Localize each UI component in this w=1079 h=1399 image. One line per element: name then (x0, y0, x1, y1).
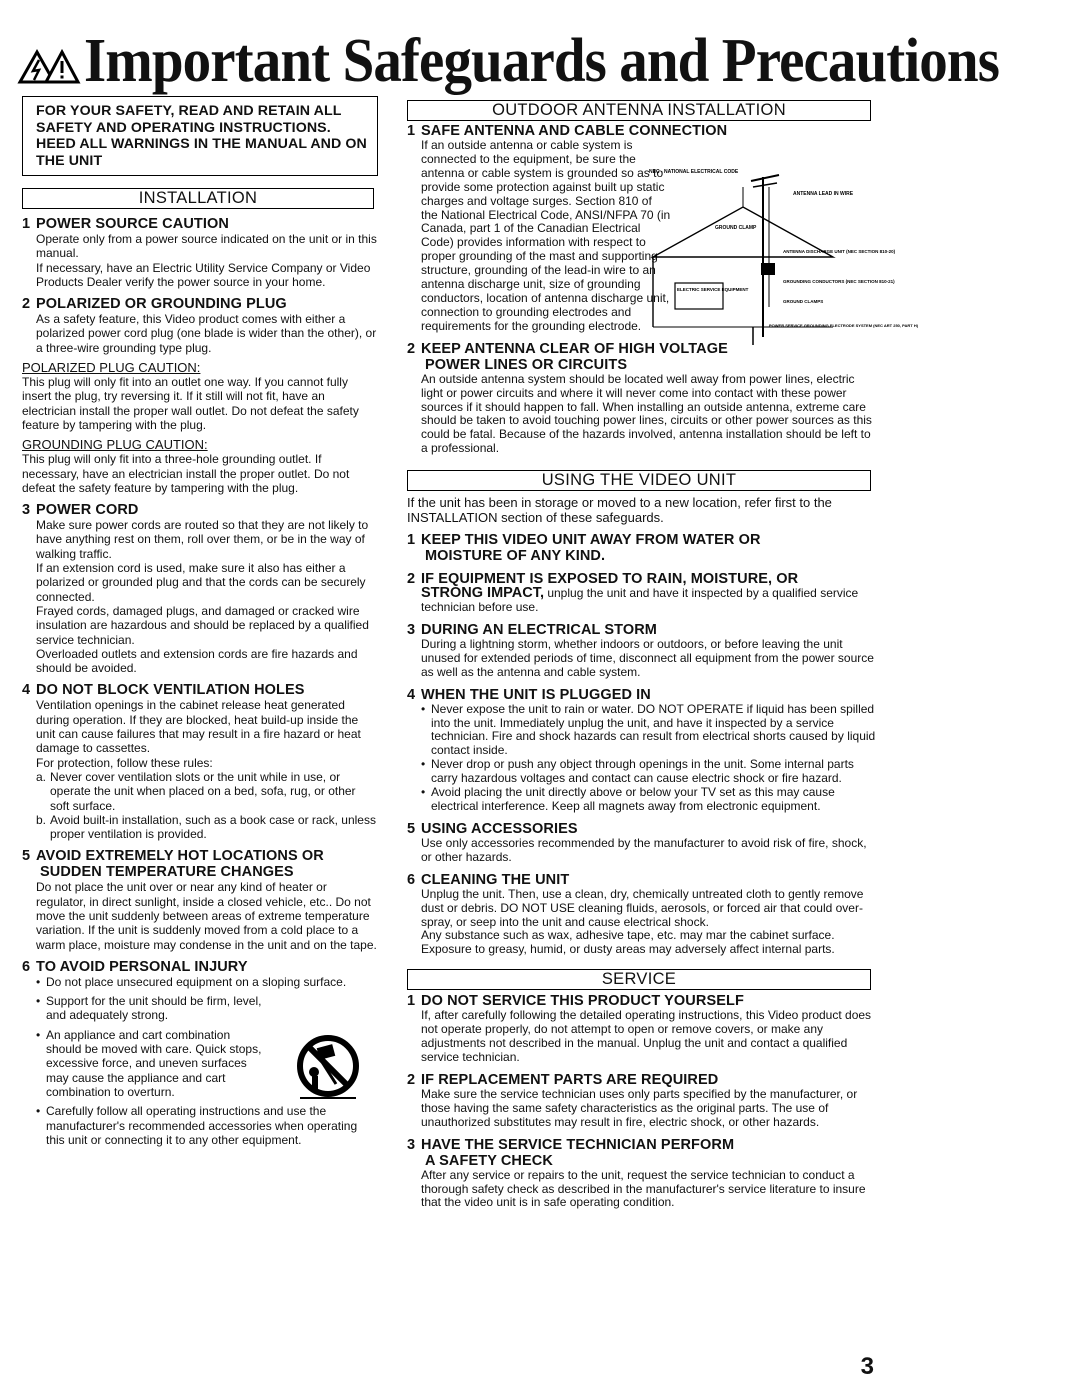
item-title: 2 IF REPLACEMENT PARTS ARE REQUIRED (407, 1071, 719, 1088)
fig-label-electric-service: ELECTRIC SERVICE EQUIPMENT (677, 287, 749, 292)
cart-warning-block (36, 1028, 378, 1099)
item-body: If an outside antenna or cable system is connected to the equipment, be sure the antenna or cable system is grounded so as to provide some protection against built up static charges and voltage surges. Section 810 of the National Electrical Code, ANSI/NFPA 70 (in Canada, part 1 of the Canadian Electrical Code) provides information with respect to proper grounding of the mast and supporting structure, grounding of the lead-in wire to an antenna discharge unit, size of grounding conductors, location of antenna discharge unit, connection to grounding electrodes and requirements for the grounding electrode. (407, 139, 877, 334)
fig-label-ground-clamps: GROUND CLAMPS (783, 299, 824, 304)
item-body: Do not place the unit over or near any kind of heater or regulator, in direct sunlight, inside a closed vehicle, etc.. Do not move the unit suddenly between areas of extreme temperature variation. If the unit is suddenly moved from a cold place to a warm place, moisture may condense in the unit and on the tape. (36, 880, 377, 952)
warning-icons (18, 50, 80, 84)
item-personal-injury (22, 959, 378, 1147)
bullet-item: • Do not place unsecured equipment on a sloping surface. (36, 974, 347, 989)
bullet-item: • An appliance and cart combination should be moved with care. Quick stops, excessive force, and uneven surfaces may cause the appliance and cart combination to overturn. (36, 1027, 262, 1099)
antenna-grounding-diagram (633, 167, 919, 347)
item-title: 1 POWER SOURCE CAUTION (22, 216, 229, 232)
item-title: 6 CLEANING THE UNIT (407, 871, 570, 888)
item-ventilation (22, 682, 378, 841)
using-intro: If the unit has been in storage or moved to a new location, refer first to the INSTALLATION section of these safeguards. (407, 495, 832, 526)
item-title: 2 KEEP ANTENNA CLEAR OF HIGH VOLTAGE POWER LINES OR CIRCUITS (407, 340, 728, 373)
item-title: 3 HAVE THE SERVICE TECHNICIAN PERFORM A SAFETY CHECK (407, 1136, 735, 1169)
right-column (407, 96, 919, 1210)
page-title: Important Safeguards and Precautions (84, 27, 999, 95)
fig-label-power-service: POWER SERVICE GROUNDING ELECTRODE SYSTEM (NEC ART 250, PART H) (769, 323, 919, 328)
bullet-item: • Never drop or push any object through openings in the unit. Some internal parts carry hazardous voltages and contact can cause electric shock or fire hazard. (421, 757, 854, 786)
item-body: Ventilation openings in the cabinet release heat generated during operation. If they are blocked, heat build-up inside the unit can cause failures that may result in a fire hazard or heat damage to cassettes. For protection, follow these rules: a. Never cover ventilation slots or the unit while in use, or operate the unit when placed on a bed, sofa, rug, or other soft surface. b. Avoid built-in installation, such as a book case or rack, unless proper ventilation is provided. (22, 698, 378, 841)
item-title: 5 USING ACCESSORIES (407, 820, 578, 837)
item-keep-antenna-clear (407, 341, 877, 456)
bullet-item: • Avoid placing the unit directly above or below your TV set as this may cause electrical interference. Keep all magnets away from electronic equipment. (421, 785, 835, 813)
item-body: An outside antenna system should be located well away from power lines, electric light or power circuits and where it will never come into contact with these power sources if it should happen to fall. When installing an outside antenna, extreme care should be taken to avoid touching power lines, circuits or other power sources as this could be fatal. Because of the hazards involved, antenna installation should be left to a professional. (421, 371, 872, 456)
fig-label-lead-in: ANTENNA LEAD IN WIRE (793, 191, 854, 197)
polarized-caution-text: This plug will only fit into an outlet one way. If you cannot fully insert the plug, try reversing it. If it still will not fit, have an electrician install the proper wall outlet. Do not defeat the safety feature by tampering with the plug. (22, 375, 359, 432)
fig-label-conductors: GROUNDING CONDUCTORS (NEC SECTION 810-21) (783, 279, 895, 284)
item-accessories (407, 821, 877, 865)
item-electrical-storm (407, 622, 877, 680)
item-cleaning (407, 872, 877, 958)
item-power-cord (22, 502, 378, 675)
item-title: 1 KEEP THIS VIDEO UNIT AWAY FROM WATER OR MOISTURE OF ANY KIND. (407, 532, 761, 565)
item-title: 5 AVOID EXTREMELY HOT LOCATIONS OR SUDDEN TEMPERATURE CHANGES (22, 848, 324, 881)
item-body: If, after carefully following the detailed operating instructions, this Video product does not operate properly, do not attempt to open or remove covers, or make any adjustments not described in the manual. Unplug the unit and contact a qualified service technician. (421, 1008, 872, 1064)
rule-a: a. Never cover ventilation slots or the unit while in use, or operate the unit when placed on a bed, sofa, rug, or other soft surface. (36, 769, 356, 813)
bullet-item: • Carefully follow all operating instructions and use the manufacturer's recommended accessories when operating this unit or connecting it to any other equipment. (36, 1104, 358, 1147)
item-no-self-service (407, 993, 877, 1065)
grounding-caution-text: This plug will only fit into a three-hole grounding outlet. If necessary, have an electrician install the proper outlet. Do not defeat the safety feature by tampering with the plug. (22, 452, 350, 495)
item-plugged-in (407, 687, 877, 814)
bullet-item: • Never expose the unit to rain or water. DO NOT OPERATE if liquid has been spilled into the unit. Immediately unplug the unit, and have it inspected by a service technician. Fire and shock hazards can result from electrical shorts caused by liquid contact inside. (421, 701, 876, 758)
safety-notice-box: FOR YOUR SAFETY, READ AND RETAIN ALL SAFETY AND OPERATING INSTRUCTIONS. HEED ALL WARNINGS IN THE MANUAL AND ON THE UNIT (22, 96, 378, 176)
item-title: 2 POLARIZED OR GROUNDING PLUG (22, 296, 287, 313)
caution-exclamation-icon (44, 50, 80, 84)
item-safe-antenna (407, 123, 919, 334)
item-body: Make sure power cords are routed so that they are not likely to have anything rest on them, roll over them, or be in the way of walking traffic. If an extension cord is used, make sure it also has either a polarized or grounded plug and that the cords can be securely connected. Frayed cords, damaged plugs, and damaged or cracked wire insulation are hazardous and should be replaced by a qualified service technician. Overloaded outlets and extension cords are fire hazards and should be avoided. (36, 518, 369, 676)
item-title: 3 DURING AN ELECTRICAL STORM (407, 621, 657, 638)
grounding-caution-heading: GROUNDING PLUG CAUTION: (22, 437, 208, 453)
item-body: As a safety feature, this Video product comes with either a polarized power cord plug (one blade is wider than the other), or a three-wire grounding type plug. (36, 312, 377, 355)
item-body: Operate only from a power source indicated on the unit or in this manual. If necessary, have an Electric Utility Service Company or Video Products Dealer verify the power source in your home. (36, 232, 377, 289)
fig-label-discharge: ANTENNA DISCHARGE UNIT (NEC SECTION 810-20) (783, 249, 896, 254)
page-number: 3 (860, 1353, 874, 1380)
item-body: Unplug the unit. Then, use a clean, dry, chemically untreated cloth to gently remove dust or debris. DO NOT USE cleaning fluids, aerosols, or forced air that could over-spray, or seep into the unit and cause electrical shock. Any substance such as wax, adhesive tape, etc. may mar the cabinet surface. Exposure to greasy, humid, or dusty areas may adversely affect internal parts. (421, 886, 864, 957)
bullet-item: • Support for the unit should be firm, level, and adequately strong. (36, 994, 262, 1023)
item-title: 6 TO AVOID PERSONAL INJURY (22, 958, 248, 975)
item-body: Make sure the service technician uses only parts specified by the manufacturer, or those having the same safety characteristics as the original parts. The use of unauthorized substitutes may result in fire, electric shock, or other hazards. (421, 1086, 858, 1129)
using-video-unit-header: USING THE VIDEO UNIT (407, 470, 871, 491)
item-body: After any service or repairs to the unit, request the service technician to conduct a thorough safety check as described in the manufacturer's service literature to insure that the video unit is in safe operating condition. (421, 1167, 866, 1210)
item-title: 1 DO NOT SERVICE THIS PRODUCT YOURSELF (407, 993, 744, 1010)
item-water (407, 532, 877, 564)
item-safety-check (407, 1137, 877, 1211)
rule-b: b. Avoid built-in installation, such as a book case or rack, unless proper ventilation is provided. (36, 812, 376, 842)
item-rain-moisture (407, 571, 877, 615)
item-title: 3 POWER CORD (22, 502, 139, 519)
item-title: 4 DO NOT BLOCK VENTILATION HOLES (22, 682, 305, 699)
item-replacement-parts (407, 1072, 877, 1130)
item-power-source (22, 216, 378, 289)
item-hot-locations (22, 848, 378, 951)
item-body: During a lightning storm, whether indoors or outdoors, or before leaving the unit unused for extended periods of time, disconnect all equipment from the power source as well as the antenna and cable system. (421, 636, 874, 679)
installation-header: INSTALLATION (22, 188, 374, 209)
service-header: SERVICE (407, 969, 871, 990)
left-column (22, 96, 378, 1147)
item-title: 1 SAFE ANTENNA AND CABLE CONNECTION (407, 123, 728, 139)
item-body: STRONG IMPACT, unplug the unit and have it inspected by a qualified service technician before use. (421, 585, 859, 615)
item-title: 2 IF EQUIPMENT IS EXPOSED TO RAIN, MOISTURE, OR (407, 571, 799, 588)
polarized-caution-heading: POLARIZED PLUG CAUTION: (22, 360, 201, 376)
outdoor-antenna-header: OUTDOOR ANTENNA INSTALLATION (407, 100, 871, 121)
item-polarized-plug (22, 296, 378, 355)
fig-label-ground-clamp: GROUND CLAMP (715, 225, 757, 231)
item-body (407, 703, 877, 814)
item-title: 4 WHEN THE UNIT IS PLUGGED IN (407, 686, 651, 703)
cart-tip-over-warning-icon (292, 1032, 364, 1104)
item-body (22, 975, 378, 1147)
page-title-row (18, 6, 1079, 95)
fig-label-nec: NEC - NATIONAL ELECTRICAL CODE (649, 169, 739, 175)
item-body: Use only accessories recommended by the manufacturer to avoid risk of fire, shock, or other hazards. (421, 835, 867, 864)
